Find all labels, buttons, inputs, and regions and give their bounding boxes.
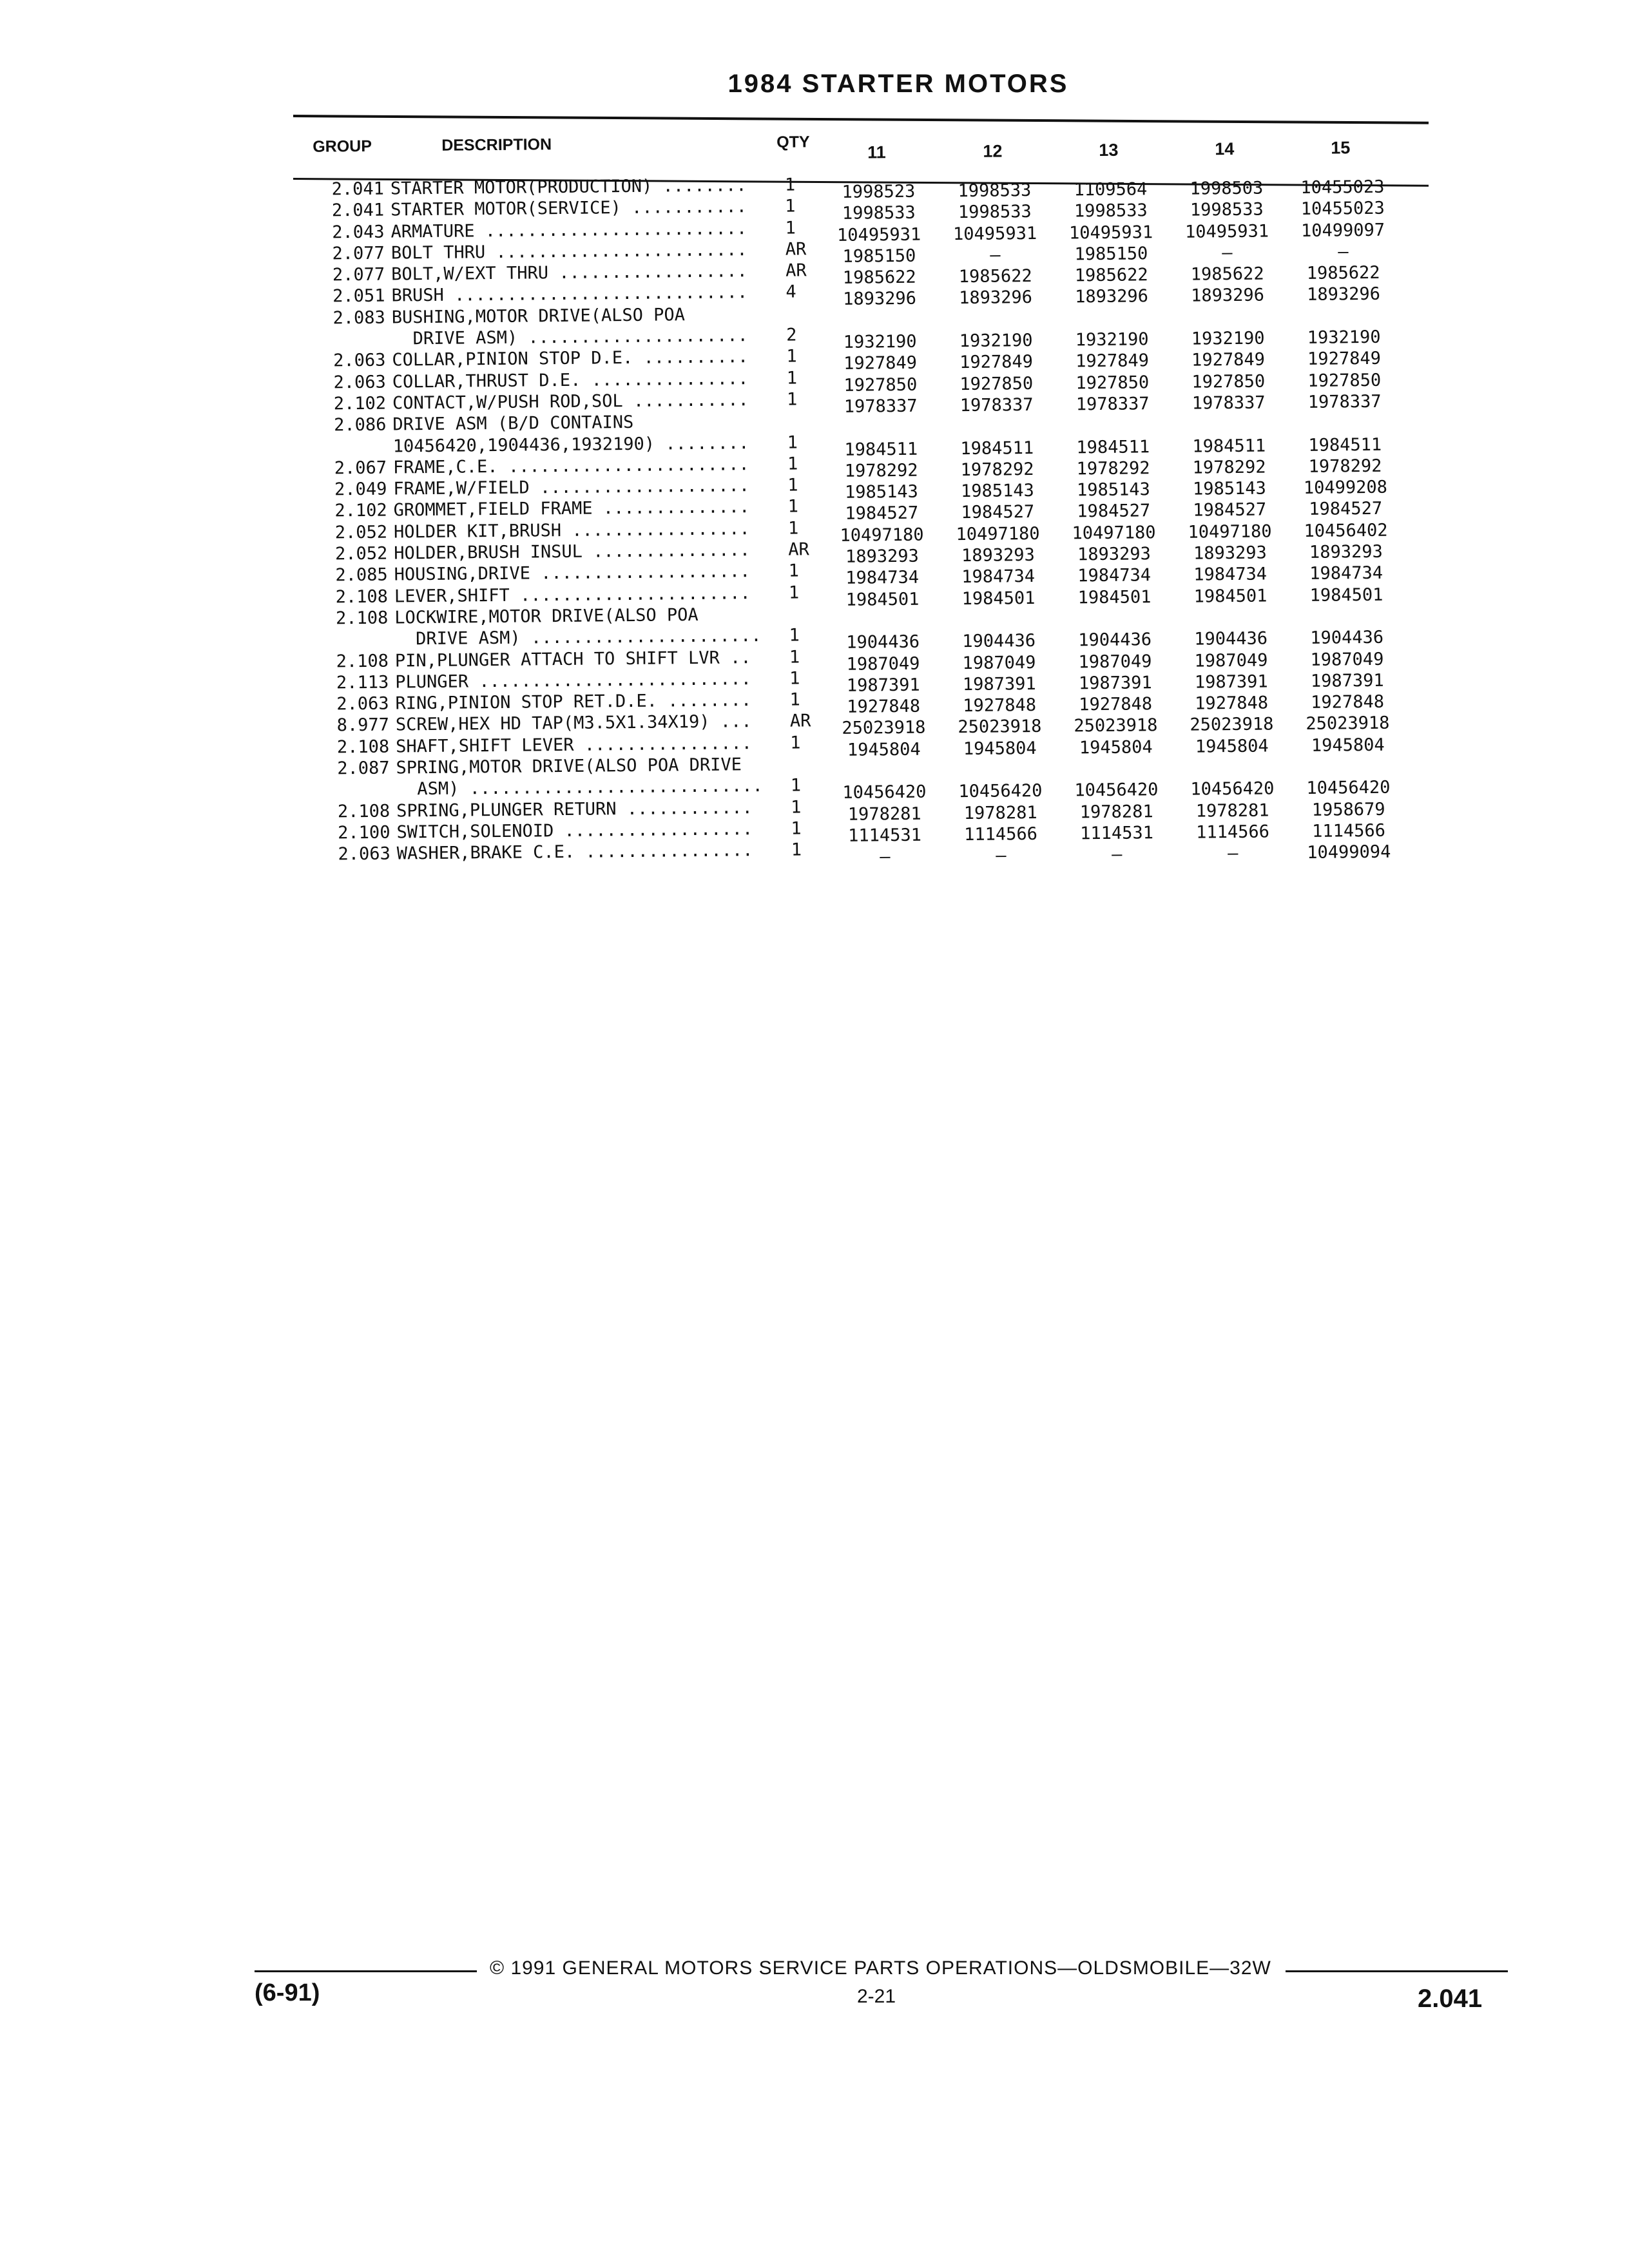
group-cell: 2.063 [338,843,390,865]
qty-cell: 1 [790,775,802,796]
group-cell: 2.083 [333,307,385,329]
qty-cell: 1 [786,389,798,410]
part-number-cell: 1984734 [1193,564,1268,585]
part-number-cell: 1958679 [1311,799,1385,820]
part-number-cell: 1987049 [846,653,920,675]
part-number-cell: 10456420 [1190,778,1275,800]
qty-cell: 1 [787,475,798,495]
part-number-cell: 1978292 [960,459,1034,480]
qty-cell: AR [789,711,811,732]
description-cell: BOLT THRU ........................ [390,240,747,264]
part-number-cell: 1984511 [1308,434,1382,456]
description-cell: HOLDER KIT,BRUSH ................. [393,518,750,543]
footer-date-code: (6-91) [255,1979,320,2006]
part-number-cell [1059,758,1172,759]
part-number-cell: 1893293 [1077,544,1151,565]
part-number-cell: 25023918 [1074,715,1158,736]
part-number-cell [1291,756,1404,757]
part-number-cell: 1893296 [1191,285,1265,307]
part-number-cell: 1998533 [842,203,916,224]
part-number-cell: 10456420 [1074,780,1159,801]
part-number-cell: 1978292 [844,460,918,481]
qty-cell: 1 [786,346,797,367]
header-col-14: 14 [1215,139,1235,159]
description-cell: LEVER,SHIFT ...................... [394,582,751,607]
header-col-15: 15 [1331,138,1351,158]
part-number-cell: 1978337 [1075,394,1150,415]
description-cell: STARTER MOTOR(PRODUCTION) ........ [390,175,747,199]
part-number-cell: 1985143 [1076,479,1150,501]
description-cell: DRIVE ASM) ..................... [391,325,748,349]
part-number-cell: 1904436 [1078,629,1152,651]
part-number-cell: 1984501 [961,588,1036,609]
qty-cell: 1 [788,582,800,603]
part-number-cell: 1927850 [1191,371,1266,392]
part-number-cell: 1998503 [1190,178,1264,199]
part-number-cell [827,760,940,761]
part-number-cell: 1893296 [843,289,917,310]
part-number-cell [1055,307,1168,309]
group-cell: 2.108 [336,651,389,671]
description-cell: BRUSH ............................ [391,282,748,307]
part-number-cell: 1904436 [1194,628,1268,649]
description-cell: CONTACT,W/PUSH ROD,SOL ........... [392,390,749,414]
part-number-cell [943,759,1056,760]
part-number-cell: 1893293 [1309,541,1383,562]
part-number-cell: 1987049 [962,652,1036,673]
part-number-cell: 1987391 [1310,670,1384,691]
part-number-cell: 1987049 [1078,651,1152,672]
footer-section-number: 2.041 [1418,1984,1483,2013]
part-number-cell: 1985143 [960,481,1034,502]
part-number-cell: 10497180 [956,523,1040,544]
group-cell: 2.087 [337,758,390,779]
part-number-cell [1174,606,1287,608]
group-cell: 2.102 [333,393,387,414]
part-number-cell: 10456420 [842,782,927,803]
qty-cell: 1 [785,196,796,216]
part-number-cell: 1932190 [959,331,1033,352]
part-number-cell: 1927849 [1307,349,1382,370]
part-number-cell: 1978281 [1195,800,1269,822]
part-number-cell: 1978337 [959,394,1034,416]
part-number-cell: 1927848 [1079,694,1153,715]
description-cell: ASM) ............................ [396,776,763,800]
qty-cell: 1 [789,625,800,646]
part-number-cell: 1984527 [1077,501,1151,522]
part-number-cell: 1978281 [963,802,1037,823]
part-number-cell: 1978292 [1192,457,1266,478]
part-number-cell [1056,414,1169,416]
part-number-cell: 1893296 [1075,286,1149,307]
description-cell: FRAME,C.E. ....................... [392,454,749,478]
group-cell: 2.108 [337,801,390,822]
qty-cell: 1 [790,797,802,818]
part-number-cell: 10455023 [1300,177,1385,198]
group-cell: 2.052 [334,543,388,564]
qty-cell: AR [785,239,807,260]
part-number-cell: 1984501 [1077,586,1152,608]
header-group: GROUP [313,137,372,156]
header-col-13: 13 [1099,140,1119,160]
part-number-cell: 1927848 [1195,693,1269,714]
qty-cell: AR [786,260,807,281]
qty-cell: 1 [789,689,800,710]
description-cell: BUSHING,MOTOR DRIVE(ALSO POA [391,304,686,328]
part-number-cell [1175,756,1288,758]
footer-page-number: 2-21 [857,1986,896,2007]
part-number-cell: — [1222,242,1233,264]
part-number-cell: 10497180 [840,524,924,546]
part-number-cell: 1904436 [1310,628,1384,649]
group-cell: 2.113 [336,672,389,693]
qty-cell: 1 [788,561,800,581]
part-number-cell: 1927849 [959,352,1034,373]
description-cell: LOCKWIRE,MOTOR DRIVE(ALSO POA [394,604,699,628]
part-number-cell: 1904436 [962,631,1036,652]
part-number-cell: 1927849 [1075,351,1150,372]
group-cell: 2.063 [333,351,386,371]
qty-cell: AR [788,539,809,560]
part-number-cell: 1984527 [961,502,1035,523]
group-cell: 2.051 [333,286,385,307]
description-cell: SPRING,PLUNGER RETURN ............ [396,797,753,822]
group-cell: 2.049 [334,479,387,500]
part-number-cell: — [996,845,1007,866]
group-cell: 8.977 [336,715,390,736]
part-number-cell: 1932190 [1075,329,1149,351]
description-cell: RING,PINION STOP RET.D.E. ........ [395,690,752,714]
qty-cell: 1 [787,432,798,453]
description-cell: DRIVE ASM) ...................... [394,626,762,649]
part-number-cell: 1893296 [959,287,1033,309]
part-number-cell: 1893296 [1306,284,1381,305]
part-number-cell: 1927850 [1075,372,1150,394]
qty-cell: 1 [789,668,800,689]
part-number-cell: 1932190 [1191,328,1265,349]
part-number-cell: 1984734 [845,568,920,589]
part-number-cell: 1927850 [959,373,1034,394]
part-number-cell [940,416,1053,417]
part-number-cell: 1987391 [1194,671,1268,693]
part-number-cell: 1987391 [1078,673,1152,694]
part-number-cell: 1985622 [1190,264,1264,285]
group-cell: 2.063 [333,372,386,393]
part-number-cell: 1978292 [1076,458,1150,479]
part-number-cell: 1978337 [843,396,918,417]
group-cell: 2.077 [332,243,385,264]
part-number-cell: 1985150 [842,245,916,267]
description-cell: ARMATURE ......................... [390,218,747,242]
qty-cell: 1 [787,454,798,474]
group-cell: 2.043 [332,222,385,243]
part-number-cell: 1985622 [958,266,1032,287]
group-cell [319,779,390,780]
part-number-cell: 1998533 [958,180,1032,202]
part-number-cell: 1984511 [960,437,1034,459]
part-number-cell: 1114566 [964,823,1038,845]
part-number-cell: 1927848 [963,695,1037,716]
part-number-cell: 1985143 [1192,478,1266,499]
part-number-cell: 1978337 [1307,391,1382,412]
part-number-cell [940,308,1052,309]
part-number-cell: 10497180 [1188,521,1272,543]
part-number-cell: 1927848 [1311,691,1385,713]
description-cell: 10456420,1904436,1932190) ........ [392,432,749,457]
part-number-cell: 1932190 [843,331,917,352]
part-number-cell: 10499094 [1307,841,1391,863]
part-number-cell: 1978337 [1191,392,1266,414]
group-cell: 2.085 [335,564,388,586]
group-cell: 2.102 [334,501,387,521]
qty-cell: 1 [787,496,799,517]
part-number-cell: 1984501 [845,589,920,610]
description-cell: SCREW,HEX HD TAP(M3.5X1.34X19) ... [395,711,752,735]
part-number-cell: 1984501 [1193,586,1268,607]
part-number-cell [1171,306,1284,307]
part-number-cell: 1904436 [846,631,920,653]
qty-cell: 1 [784,175,796,195]
part-number-cell: 1945804 [963,738,1037,759]
description-cell: STARTER MOTOR(SERVICE) ........... [390,197,747,220]
part-number-cell [1288,412,1401,414]
part-number-cell: — [880,847,891,867]
part-number-cell: 1987391 [846,675,920,696]
part-number-cell: 1978292 [1308,456,1382,477]
part-number-cell: 1945804 [1195,736,1269,757]
group-cell: 2.067 [334,457,387,479]
part-number-cell: 10495931 [1184,221,1269,242]
part-number-cell: 1985143 [844,481,918,503]
part-number-cell: 1114566 [1195,822,1270,843]
part-number-cell [1172,414,1285,415]
part-number-cell: 1985150 [1074,244,1148,265]
header-description: DESCRIPTION [441,135,552,155]
part-number-cell [824,417,937,418]
description-cell: COLLAR,PINION STOP D.E. .......... [392,347,749,370]
qty-cell: 1 [785,218,796,238]
part-number-cell: 1927850 [843,374,918,396]
description-cell: SWITCH,SOLENOID .................. [396,819,753,843]
part-number-cell: 1927850 [1307,370,1382,391]
part-number-cell: 10456420 [958,781,1043,802]
qty-cell: 1 [789,647,800,668]
part-number-cell: — [1228,843,1239,864]
part-number-cell: 10455023 [1300,198,1385,220]
group-cell: 2.063 [336,693,389,715]
part-number-cell: 1945804 [847,739,921,760]
part-number-cell: 10497180 [1072,522,1156,544]
group-cell: 2.041 [331,200,385,221]
part-number-cell: 1984511 [844,439,918,460]
group-cell: 2.108 [336,736,390,758]
description-cell: GROMMET,FIELD FRAME .............. [393,497,750,521]
part-number-cell: — [990,245,1001,265]
part-number-cell: 1945804 [1311,735,1385,756]
part-number-cell: 1893293 [845,546,919,567]
group-cell: 2.108 [335,608,389,629]
qty-cell: 1 [790,733,801,753]
part-number-cell: 1984734 [1077,565,1152,586]
group-cell: 2.041 [331,178,385,200]
qty-cell: 1 [791,818,802,839]
description-cell: PLUNGER .......................... [395,669,752,693]
description-cell: FRAME,W/FIELD .................... [393,476,750,499]
description-cell: HOUSING,DRIVE .................... [394,561,751,585]
part-number-cell: 1998533 [1074,200,1148,222]
part-number-cell: — [1338,242,1349,262]
group-cell: 2.077 [332,264,385,285]
group-cell: 2.052 [334,522,388,543]
part-number-cell: 1984734 [961,566,1036,588]
part-number-cell [826,610,939,611]
part-number-cell: 1984527 [845,503,919,524]
part-number-cell: 1984527 [1309,499,1383,520]
description-cell: BOLT,W/EXT THRU .................. [391,261,747,285]
qty-cell: 4 [786,282,796,303]
part-number-cell: 1998523 [842,181,916,202]
part-number-cell: 1998533 [958,202,1032,223]
part-number-cell [942,609,1055,610]
part-number-cell: 1978281 [1079,801,1153,822]
part-number-cell: 1978281 [847,803,921,825]
table-body [294,168,1441,865]
part-number-cell: 1985622 [842,267,916,289]
part-number-cell: 10499097 [1300,220,1385,241]
part-number-cell: 1927848 [847,696,921,717]
part-number-cell: 1984734 [1309,563,1383,584]
qty-cell: 1 [786,368,798,389]
part-number-cell: 1893293 [961,545,1035,566]
group-cell: 2.100 [338,822,390,843]
description-cell: PIN,PLUNGER ATTACH TO SHIFT LVR .. [394,647,751,671]
part-number-cell: 25023918 [842,718,926,739]
part-number-cell [1058,608,1171,609]
part-number-cell: 10456402 [1304,520,1388,541]
group-cell: 2.086 [333,414,387,436]
part-number-cell: 1984501 [1309,584,1383,606]
part-number-cell: 1945804 [1079,736,1153,758]
part-number-cell: 1984511 [1192,436,1266,457]
part-number-cell: 1114531 [848,825,922,846]
footer-rule-right [1286,1970,1508,1972]
part-number-cell: 10495931 [836,224,921,245]
part-number-cell: 25023918 [1190,714,1274,736]
part-number-cell: 1114566 [1311,820,1386,841]
part-number-cell: 1987391 [962,673,1036,695]
part-number-cell: 1985622 [1306,263,1380,284]
part-number-cell [824,309,936,311]
part-number-cell: 1109564 [1074,179,1148,200]
group-cell: 2.108 [335,586,389,608]
description-cell: WASHER,BRAKE C.E. ................ [396,840,753,864]
part-number-cell: 1114531 [1080,823,1154,844]
description-cell: COLLAR,THRUST D.E. ............... [392,368,749,392]
part-number-cell: 1927849 [1191,349,1266,371]
header-col-11: 11 [867,142,886,162]
part-number-cell [1287,305,1400,306]
part-number-cell [1290,605,1403,606]
footer-copyright: © 1991 GENERAL MOTORS SERVICE PARTS OPERATIONS—OLDSMOBILE—32W [490,1957,1271,1979]
header-col-12: 12 [983,141,1003,161]
part-number-cell: 25023918 [958,716,1042,738]
qty-cell: 1 [787,518,799,539]
part-number-cell: 1987049 [1194,650,1268,671]
part-number-cell: 25023918 [1306,713,1390,735]
footer-rule-left [255,1970,477,1972]
part-number-cell: 10495931 [952,223,1037,244]
description-cell: DRIVE ASM (B/D CONTAINS [392,412,634,435]
part-number-cell: 1984527 [1193,499,1267,521]
part-number-cell: 1893293 [1193,543,1267,564]
part-number-cell: 10499208 [1303,477,1388,499]
description-cell: SPRING,MOTOR DRIVE(ALSO POA DRIVE [396,754,742,778]
part-number-cell: 1927849 [843,353,918,374]
part-number-cell: 1984511 [1076,436,1150,457]
header-qty: QTY [776,133,810,151]
part-number-cell: 1987049 [1310,649,1384,670]
parts-table [293,118,1441,865]
qty-cell: 1 [791,840,802,860]
part-number-cell: — [1112,844,1123,865]
page-title: 1984 STARTER MOTORS [728,70,1069,98]
description-cell: HOLDER,BRUSH INSUL ............... [394,540,751,564]
qty-cell: 2 [786,325,797,345]
part-number-cell: 1998533 [1190,199,1264,220]
part-number-cell: 1932190 [1307,327,1381,348]
part-number-cell: 10495931 [1068,222,1153,244]
part-number-cell: 1985622 [1074,265,1148,286]
description-cell: SHAFT,SHIFT LEVER ................ [396,733,753,757]
part-number-cell: 10456420 [1306,778,1391,799]
